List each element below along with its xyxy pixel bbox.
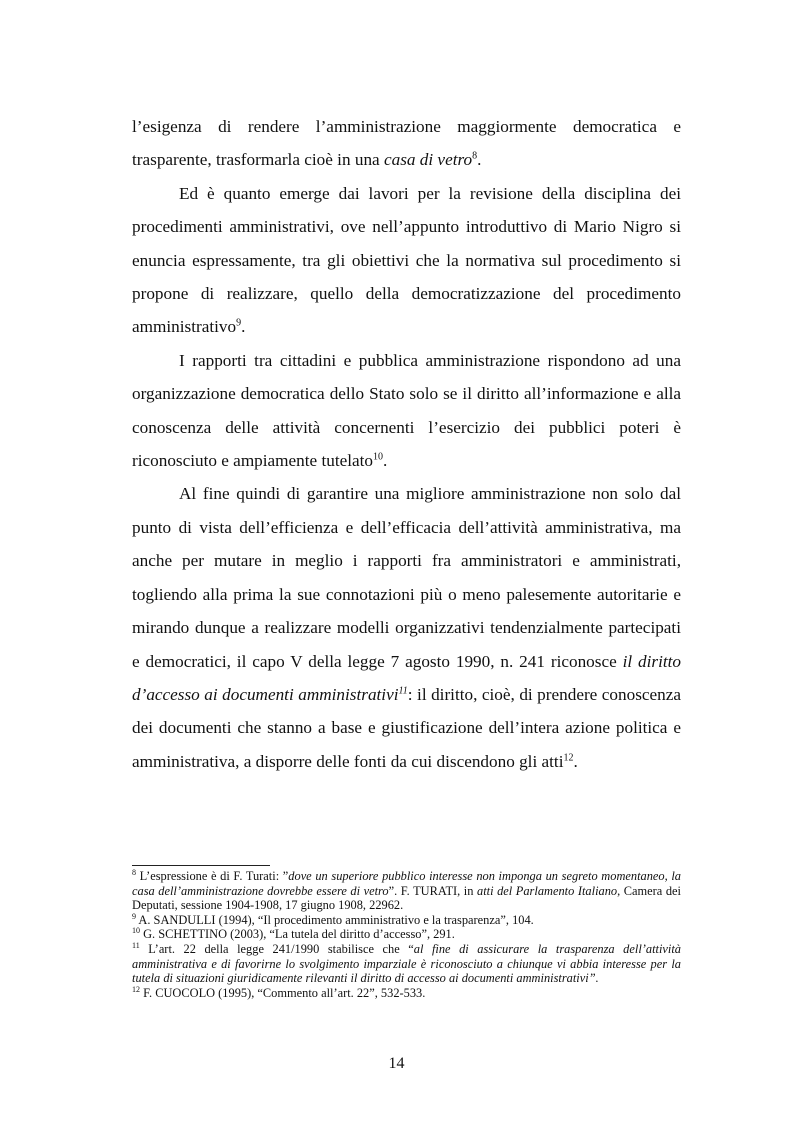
footnote-separator	[132, 865, 270, 866]
footnote-reference: 10	[373, 451, 384, 463]
text-run: ”. F. TURATI, in	[388, 883, 478, 898]
italic-text: casa di vetro	[383, 150, 473, 170]
text-run: .	[383, 451, 388, 471]
footnote-number: 12	[132, 984, 140, 994]
text-run: , Camera dei Deputati, sessione 1904-1908, 17 giugno 1908, 22962.	[132, 883, 681, 913]
body-paragraph	[132, 477, 681, 778]
footnote-reference: 12	[563, 751, 574, 763]
text-run: .	[477, 150, 482, 170]
footnote-9	[132, 913, 681, 928]
text-run: G. SCHETTINO (2003), “La tutela del diritto d’accesso”, 291.	[140, 927, 455, 942]
italic-text: il diritto d’accesso ai documenti amministrativi	[132, 651, 682, 704]
footnote-reference: 11	[398, 685, 408, 697]
text-run: I rapporti tra cittadini e pubblica amministrazione rispondono ad una organizzazione democratica dello Stato solo se il diritto all’informazione e alla conoscenza delle attività concernenti l’esercizio dei pubblici poteri è riconosciuto e ampiamente tutelato	[132, 350, 681, 471]
text-run: L’art. 22 della legge 241/1990 stabilisce che “	[139, 941, 414, 956]
footnote-number: 10	[132, 926, 140, 936]
text-run: F. CUOCOLO (1995), “Commento all’art. 22”, 532-533.	[140, 985, 426, 1000]
text-run: l’esigenza di rendere l’amministrazione maggiormente democratica e trasparente, trasformarla cioè in una	[132, 117, 681, 170]
text-run: L’espressione è di F. Turati: ”	[136, 869, 289, 883]
body-paragraph	[132, 344, 681, 478]
footnote-number: 9	[132, 911, 136, 921]
main-body-text	[132, 110, 681, 778]
text-run: .	[573, 751, 578, 771]
text-run: : il diritto, cioè, di prendere conoscenza dei documenti che stanno a base e giustificazione dell’intera azione politica e amministrativa, a disporre delle fonti da cui discendono gli atti	[132, 684, 682, 771]
italic-text: dove un superiore pubblico interesse non imponga un segreto momentaneo, la casa dell’amministrazione dovrebbe essere di vetro	[132, 869, 681, 898]
text-run: .	[241, 317, 246, 337]
body-paragraph	[132, 177, 681, 344]
page-number: 14	[388, 1055, 405, 1072]
italic-text: al fine di assicurare la trasparenza dell’attività amministrativa e di favorirne lo svolgimento imparziale è riconosciuto a chiunque vi abbia interesse per la tutela di situazioni giuridicamente rilevanti il diritto di accesso ai documenti amministrativi”.	[132, 941, 681, 986]
footnote-reference: 8	[472, 150, 478, 162]
footnote-number: 11	[132, 940, 140, 950]
text-run: Al fine quindi di garantire una migliore amministrazione non solo dal punto di vista dell’efficienza e dell’efficacia dell’attività amministrativa, ma anche per mutare in meglio i rapporti fra amministratori e amministrati, togliendo alla prima la sue connotazioni più o meno palesemente autoritarie e mirando dunque a realizzare modelli organizzativi tendenzialmente partecipati e democratici, il capo V della legge 7 agosto 1990, n. 241 riconosce	[132, 484, 681, 671]
footnote-10	[132, 927, 681, 942]
text-run: A. SANDULLI (1994), “Il procedimento amministrativo e la trasparenza”, 104.	[136, 912, 534, 927]
italic-text: atti del Parlamento Italiano	[477, 883, 618, 898]
footnote-8	[132, 869, 681, 913]
text-run: Ed è quanto emerge dai lavori per la revisione della disciplina dei procedimenti amministrativi, ove nell’appunto introduttivo di Mario Nigro si enuncia espressamente, tra gli obiettivi che la normativa sul procedimento si propone di realizzare, quello della democratizzazione del procedimento amministrativo	[132, 183, 681, 337]
body-paragraph	[132, 110, 681, 177]
footnote-number: 8	[132, 867, 136, 877]
footnotes	[132, 869, 681, 1000]
footnote-12	[132, 986, 681, 1001]
footnote-11	[132, 942, 681, 986]
footnote-reference: 9	[236, 317, 242, 329]
